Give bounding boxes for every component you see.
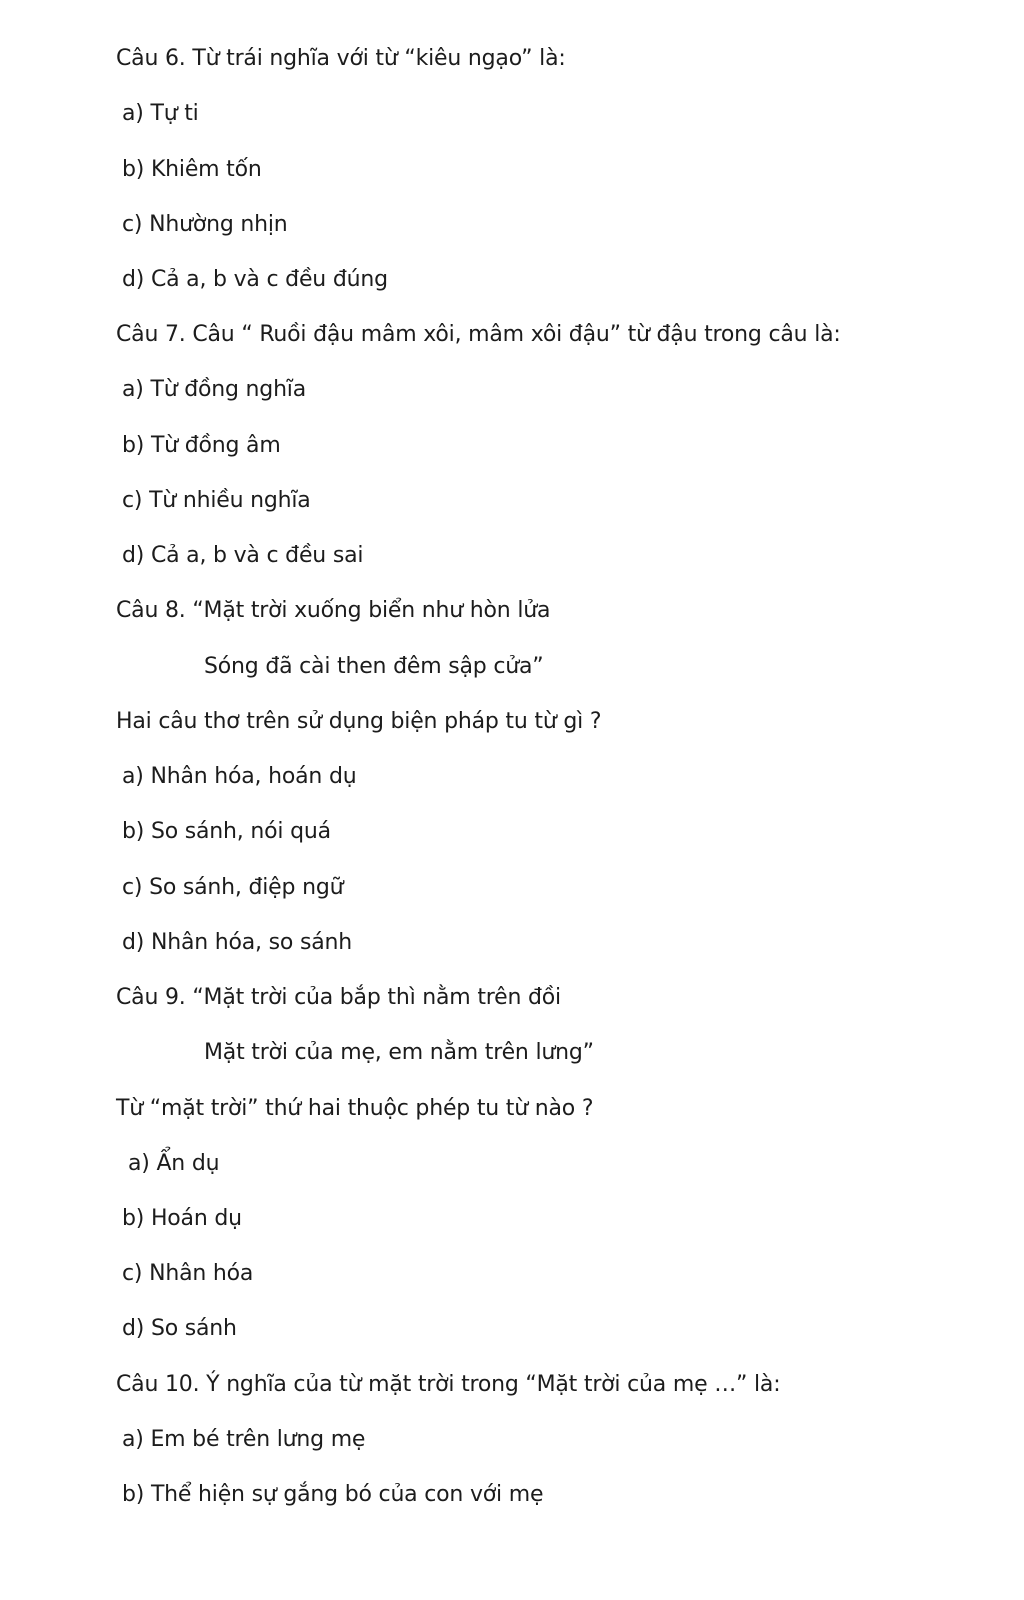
question-10-option-a: a) Em bé trên lưng mẹ (122, 1427, 366, 1452)
question-8-question: Hai câu thơ trên sử dụng biện pháp tu từ gì ? (116, 709, 602, 734)
question-8-option-c: c) So sánh, điệp ngữ (122, 875, 344, 900)
question-8-prompt: Câu 8. “Mặt trời xuống biển như hòn lửa (116, 598, 551, 623)
question-9-option-d: d) So sánh (122, 1316, 237, 1341)
question-6-option-d: d) Cả a, b và c đều đúng (122, 267, 388, 292)
question-8-option-d: d) Nhân hóa, so sánh (122, 930, 352, 955)
question-6-prompt: Câu 6. Từ trái nghĩa với từ “kiêu ngạo” là: (116, 46, 566, 71)
question-6-option-b: b) Khiêm tốn (122, 157, 262, 182)
question-8-option-b: b) So sánh, nói quá (122, 819, 331, 844)
question-6-option-c: c) Nhường nhịn (122, 212, 288, 237)
question-8-verse-line-2: Sóng đã cài then đêm sập cửa” (204, 654, 544, 679)
question-7-option-c: c) Từ nhiều nghĩa (122, 488, 311, 513)
question-7-option-b: b) Từ đồng âm (122, 433, 281, 458)
question-9-option-b: b) Hoán dụ (122, 1206, 242, 1231)
question-7-option-d: d) Cả a, b và c đều sai (122, 543, 364, 568)
question-10-option-b: b) Thể hiện sự gắng bó của con với mẹ (122, 1482, 544, 1507)
question-9-question: Từ “mặt trời” thứ hai thuộc phép tu từ nào ? (116, 1096, 594, 1121)
question-9-prompt: Câu 9. “Mặt trời của bắp thì nằm trên đồi (116, 985, 561, 1010)
question-7-prompt: Câu 7. Câu “ Ruồi đậu mâm xôi, mâm xôi đậu” từ đậu trong câu là: (116, 322, 841, 347)
question-10-prompt: Câu 10. Ý nghĩa của từ mặt trời trong “Mặt trời của mẹ …” là: (116, 1372, 781, 1397)
question-8-option-a: a) Nhân hóa, hoán dụ (122, 764, 357, 789)
question-9-option-a: a) Ẩn dụ (128, 1151, 220, 1176)
question-9-option-c: c) Nhân hóa (122, 1261, 254, 1286)
question-9-verse-line-2: Mặt trời của mẹ, em nằm trên lưng” (204, 1040, 594, 1065)
question-7-option-a: a) Từ đồng nghĩa (122, 377, 307, 402)
question-6-option-a: a) Tự ti (122, 101, 199, 126)
